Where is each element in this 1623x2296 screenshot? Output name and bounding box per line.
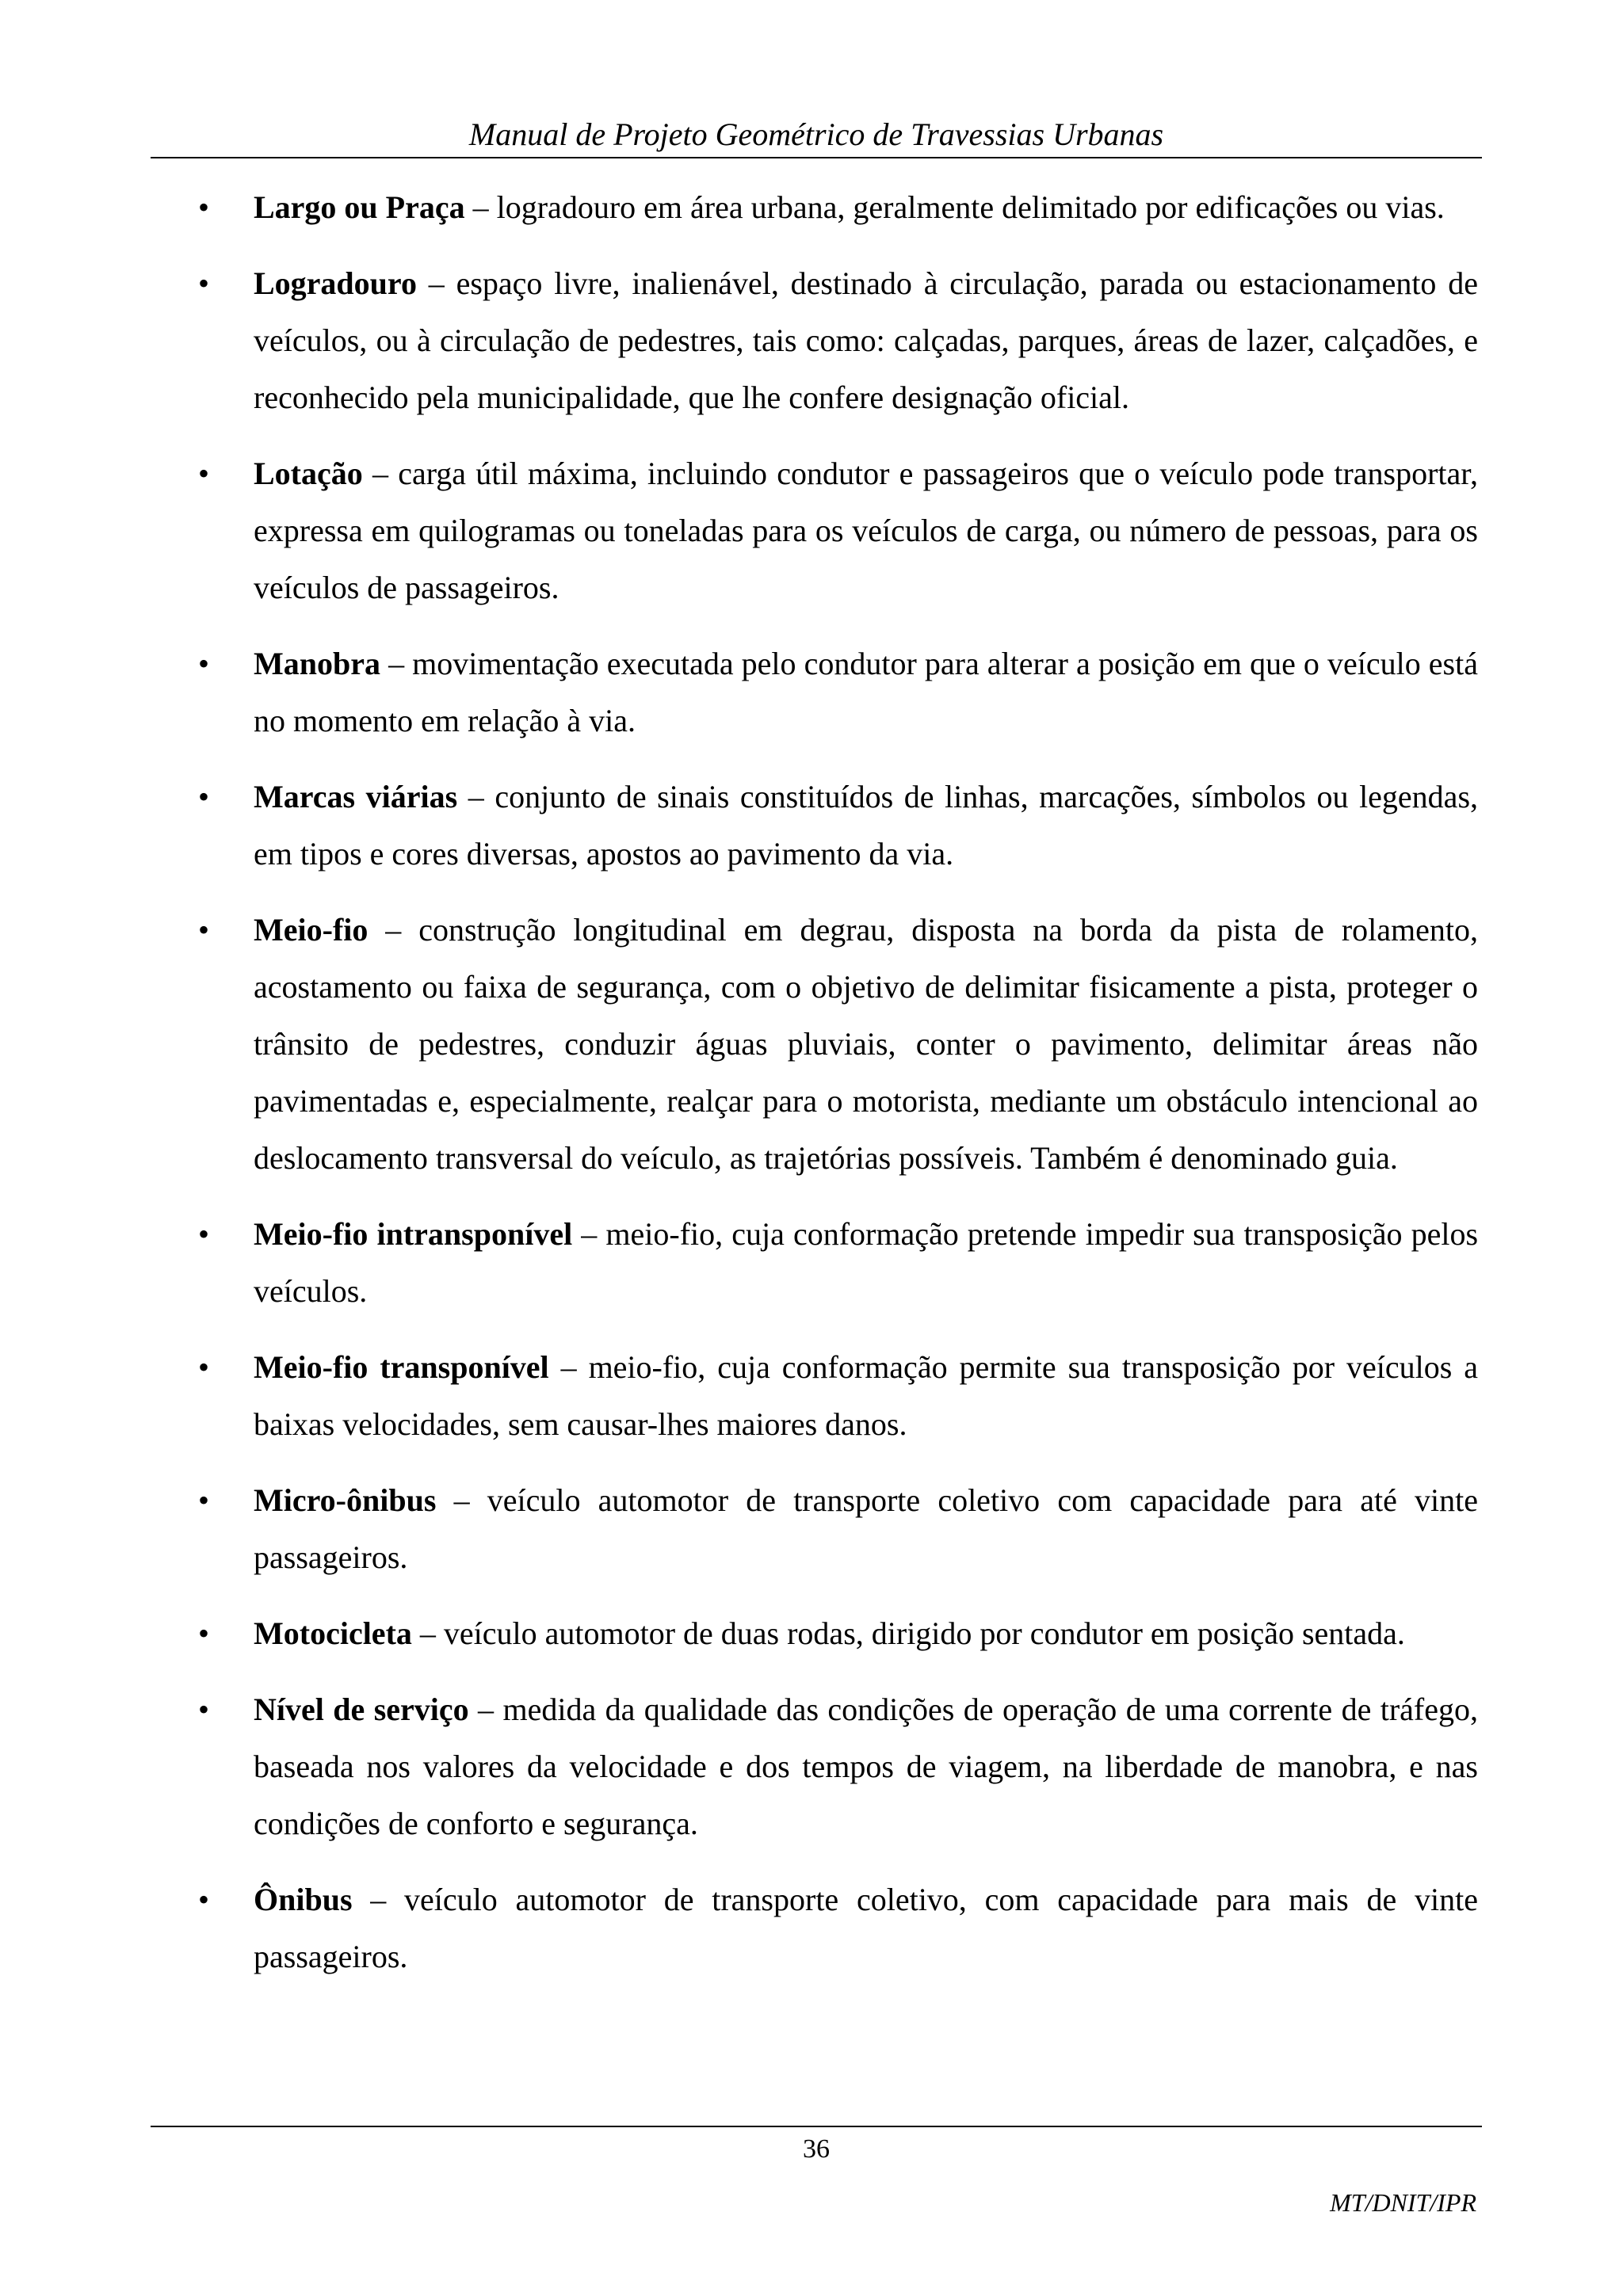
definition-item [198,1206,1478,1320]
definition-text: – conjunto de sinais constituídos de linhas, marcações, símbolos ou legendas, em tipos e cores diversas, apostos ao pavimento da via. [254,779,1479,871]
footer-divider [151,2126,1482,2127]
definitions-list [198,179,1478,2004]
definition-item [198,769,1478,883]
definition-term: Ônibus [254,1882,353,1917]
definition-term: Meio-fio intransponível [254,1216,573,1252]
bullet-icon: • [198,1349,210,1385]
document-code: MT/DNIT/IPR [1330,2188,1476,2217]
bullet-icon: • [198,456,210,491]
definition-item [198,445,1478,616]
definition-text: – carga útil máxima, incluindo condutor e passageiros que o veículo pode transportar, expressa em quilogramas ou toneladas para os veículos de carga, ou número de pessoas, para os veículos de passageiros. [254,456,1478,605]
bullet-icon: • [198,1482,210,1518]
definition-text: – meio-fio, cuja conformação pretende impedir sua transposição pelos veículos. [254,1216,1479,1309]
running-header: Manual de Projeto Geométrico de Travessias Urbanas [468,116,1164,152]
bullet-icon: • [198,912,210,948]
definition-text: – espaço livre, inalienável, destinado à circulação, parada ou estacionamento de veículos, ou à circulação de pedestres, tais como: calçadas, parques, áreas de lazer, calçadões, e reconhecido pela municipalidade, que lhe confere designação oficial. [254,265,1478,415]
definition-item [198,635,1478,749]
definition-text: – movimentação executada pelo condutor para alterar a posição em que o veículo está no momento em relação à via. [254,646,1478,738]
definition-text: – veículo automotor de transporte coletivo com capacidade para até vinte passageiros. [254,1482,1478,1575]
bullet-icon: • [198,646,210,681]
definition-term: Marcas viárias [254,779,458,814]
definition-term: Nível de serviço [254,1691,469,1727]
bullet-icon: • [198,1691,210,1727]
definition-item [198,255,1478,426]
bullet-icon: • [198,265,210,301]
definition-text: – logradouro em área urbana, geralmente delimitado por edificações ou vias. [464,189,1445,225]
definition-term: Largo ou Praça [254,189,465,225]
definition-item [198,902,1478,1187]
definition-term: Lotação [254,456,363,491]
definition-term: Meio-fio transponível [254,1349,549,1385]
definition-item [198,1339,1478,1453]
definition-term: Micro-ônibus [254,1482,437,1518]
definition-term: Manobra [254,646,380,681]
definition-item [198,1472,1478,1586]
definition-text: – construção longitudinal em degrau, disposta na borda da pista de rolamento, acostamento ou faixa de segurança, com o objetivo de delimitar fisicamente a pista, proteger o trânsito de pedestres, conduzir águas pluviais, conter o pavimento, delimitar áreas não pavimentadas e, especialmente, realçar para o motorista, mediante um obstáculo intencional ao deslocamento transversal do veículo, as trajetórias possíveis. Também é denominado guia. [254,912,1478,1176]
definition-text: – medida da qualidade das condições de operação de uma corrente de tráfego, baseada nos valores da velocidade e dos tempos de viagem, na liberdade de manobra, e nas condições de conforto e segurança. [254,1691,1478,1841]
header-divider [151,157,1482,158]
bullet-icon: • [198,189,210,225]
bullet-icon: • [198,1615,210,1651]
definition-term: Logradouro [254,265,417,301]
definition-term: Meio-fio [254,912,369,948]
definition-item [198,179,1478,236]
definition-term: Motocicleta [254,1615,412,1651]
definition-text: – veículo automotor de transporte coletivo, com capacidade para mais de vinte passageiros. [254,1882,1478,1974]
page-number: 36 [803,2134,830,2164]
definition-item [198,1605,1478,1662]
definition-item [198,1681,1478,1852]
definition-text: – veículo automotor de duas rodas, dirigido por condutor em posição sentada. [411,1615,1405,1651]
bullet-icon: • [198,1216,210,1252]
definition-item [198,1871,1478,1985]
definition-text: – meio-fio, cuja conformação permite sua transposição por veículos a baixas velocidades, sem causar-lhes maiores danos. [254,1349,1479,1442]
bullet-icon: • [198,779,210,814]
bullet-icon: • [198,1882,210,1917]
